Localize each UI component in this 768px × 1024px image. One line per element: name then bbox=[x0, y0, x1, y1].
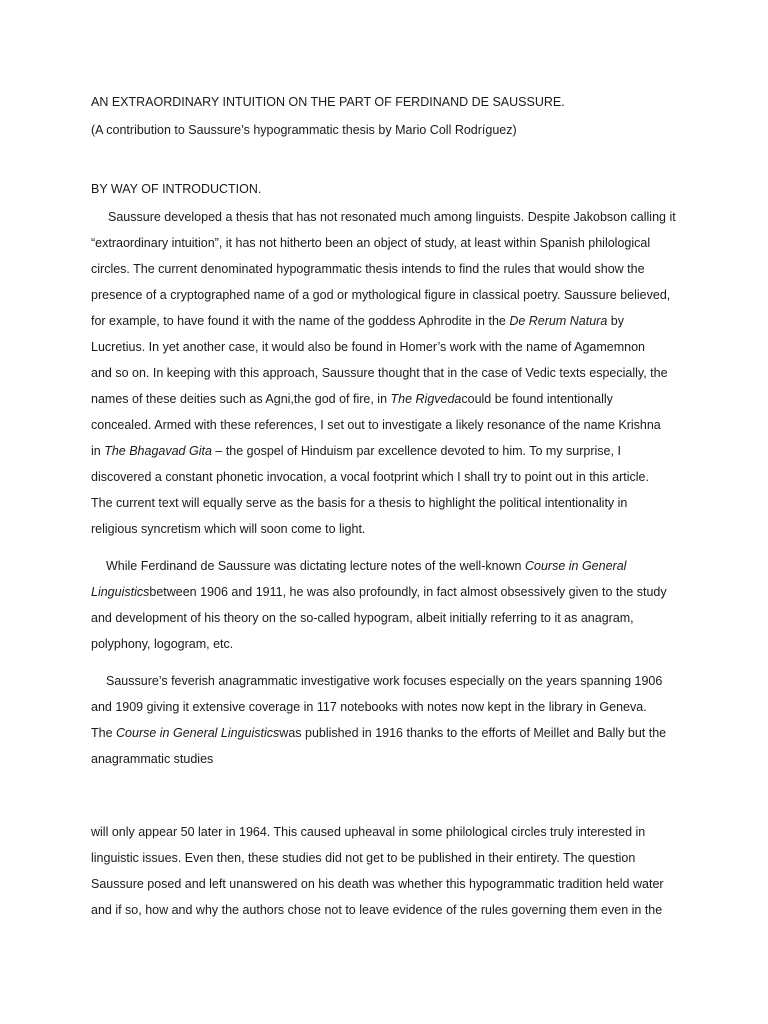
paragraph-line: and if so, how and why the authors chose not to leave evidence of the rules governing them even in the bbox=[91, 903, 663, 917]
text-run: could be found intentionally bbox=[461, 392, 613, 406]
paragraph-line bbox=[91, 313, 624, 329]
paragraph-line: concealed. Armed with these references, I set out to investigate a likely resonance of the name Krishna bbox=[91, 418, 661, 432]
work-title-italic: De Rerum Natura bbox=[509, 314, 608, 328]
work-title-italic: Course in General Linguistics bbox=[116, 726, 280, 740]
paragraph-line: and development of his theory on the so-called hypogram, albeit initially referring to it as anagram, bbox=[91, 611, 634, 625]
text-run: names of these deities such as Agni,the god of fire, in bbox=[91, 392, 391, 406]
paragraph-line: will only appear 50 later in 1964. This caused upheaval in some philological circles truly interested in bbox=[91, 825, 646, 839]
paragraph-line: anagrammatic studies bbox=[91, 752, 214, 766]
paragraph-line: The current text will equally serve as the basis for a thesis to highlight the political intentionality in bbox=[91, 496, 628, 510]
document-title: AN EXTRAORDINARY INTUITION ON THE PART OF FERDINAND DE SAUSSURE. bbox=[91, 95, 565, 109]
paragraph-line: presence of a cryptographed name of a god or mythological figure in classical poetry. Saussure believed, bbox=[91, 288, 671, 302]
paragraph-line bbox=[91, 725, 666, 741]
text-run: The bbox=[91, 726, 117, 740]
work-title-italic: The Rigveda bbox=[390, 392, 462, 406]
text-run: in bbox=[91, 444, 105, 458]
paragraph-line: discovered a constant phonetic invocation, a vocal footprint which I shall try to point out in this article. bbox=[91, 470, 649, 484]
text-run: between 1906 and 1911, he was also profoundly, in fact almost obsessively given to the study bbox=[149, 585, 667, 599]
paragraph-line: Lucretius. In yet another case, it would also be found in Homer’s work with the name of Agamemnon bbox=[91, 340, 646, 354]
paragraph-line: and 1909 giving it extensive coverage in 117 notebooks with notes now kept in the library in Geneva. bbox=[91, 700, 647, 714]
paragraph-line: linguistic issues. Even then, these studies did not get to be published in their entirety. The question bbox=[91, 851, 636, 865]
text-run: for example, to have found it with the name of the goddess Aphrodite in the bbox=[91, 314, 510, 328]
paragraph-line bbox=[91, 443, 621, 459]
text-run: was published in 1916 thanks to the efforts of Meillet and Bally but the bbox=[279, 726, 667, 740]
paragraph-line: and so on. In keeping with this approach, Saussure thought that in the case of Vedic texts especially, the bbox=[91, 366, 668, 380]
paragraph-line: polyphony, logogram, etc. bbox=[91, 637, 234, 651]
paragraph-line: circles. The current denominated hypogrammatic thesis intends to find the rules that would show the bbox=[91, 262, 645, 276]
text-run: While Ferdinand de Saussure was dictating lecture notes of the well-known bbox=[106, 559, 525, 573]
section-heading: BY WAY OF INTRODUCTION. bbox=[91, 182, 262, 196]
document-subtitle: (A contribution to Saussure’s hypogrammatic thesis by Mario Coll Rodríguez) bbox=[91, 123, 517, 137]
paragraph-line bbox=[91, 391, 613, 407]
paragraph-line bbox=[106, 558, 626, 574]
text-run: – the gospel of Hinduism par excellence devoted to him. To my surprise, I bbox=[211, 444, 621, 458]
paragraph-line: Saussure developed a thesis that has not resonated much among linguists. Despite Jakobson calling it bbox=[108, 210, 676, 224]
paragraph-line: “extraordinary intuition”, it has not hitherto been an object of study, at least within Spanish philological bbox=[91, 236, 651, 250]
paragraph-line: Saussure’s feverish anagrammatic investigative work focuses especially on the years spanning 1906 bbox=[106, 674, 663, 688]
work-title-italic: The Bhagavad Gita bbox=[104, 444, 212, 458]
paragraph-line bbox=[91, 584, 667, 600]
work-title-italic: Course in General bbox=[524, 559, 627, 573]
paragraph-line: Saussure posed and left unanswered on his death was whether this hypogrammatic tradition held water bbox=[91, 877, 664, 891]
text-run: by bbox=[607, 314, 624, 328]
work-title-italic: Linguistics bbox=[91, 585, 150, 599]
paragraph-line: religious syncretism which will soon come to light. bbox=[91, 522, 366, 536]
